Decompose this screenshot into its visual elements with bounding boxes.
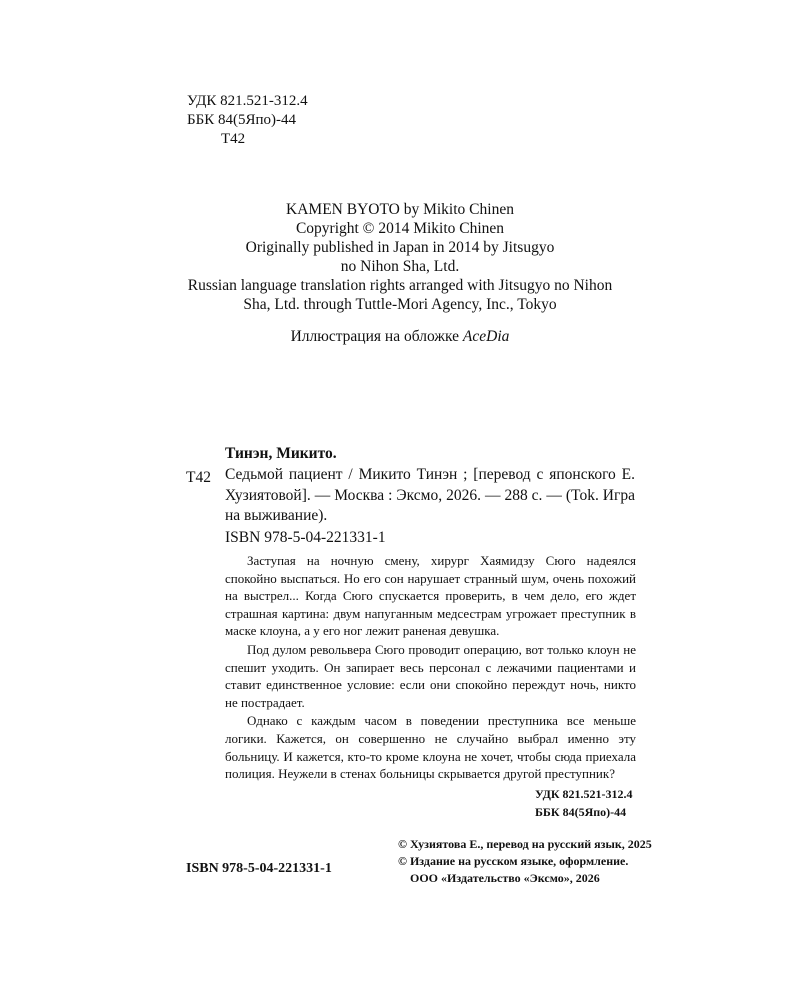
rights-line: no Nihon Sha, Ltd. <box>340 258 460 275</box>
copyright-line: © Хузиятова Е., перевод на русский язык, 2025 <box>398 837 652 851</box>
bbk-code: ББК 84(5Япо)-44 <box>187 112 296 128</box>
udk-code: УДК 821.521-312.4 <box>187 93 308 109</box>
rights-line: Originally published in Japan in 2014 by Jitsugyo <box>245 239 555 256</box>
annotation-paragraph: Под дулом револьвера Сюго проводит операцию, вот только клоун не спешит уходить. Он запирает весь персонал с лежачими пациентами и ставит единственное условие: если они спокойно переждут ночь, никто не пострадает. <box>225 641 636 710</box>
illustration-artist: AceDia <box>462 328 510 345</box>
copyright-block <box>398 836 652 887</box>
illustration-label: Иллюстрация на обложке <box>290 328 460 345</box>
copyright-line: ООО «Издательство «Эксмо», 2026 <box>410 871 600 885</box>
annotation <box>225 552 636 783</box>
copyright-line: © Издание на русском языке, оформление. <box>398 854 629 868</box>
catalog-description: Седьмой пациент / Микито Тинэн ; [перевод с японского Е. Хузиятовой]. — Москва : Эксмо, 2026. — 288 с. — (Tok. Игра на выживание). <box>225 466 635 524</box>
catalog-author: Тинэн, Микито. <box>225 445 337 462</box>
rights-line: Russian language translation rights arranged with Jitsugyo no Nihon <box>187 277 613 294</box>
rights-line: KAMEN BYOTO by Mikito Chinen <box>286 201 514 218</box>
bottom-udk: УДК 821.521-312.4 <box>535 787 633 801</box>
rights-line: Copyright © 2014 Mikito Chinen <box>295 220 505 237</box>
bottom-bbk: ББК 84(5Япо)-44 <box>535 805 627 819</box>
catalog-code: Т42 <box>186 469 211 486</box>
rights-line: Sha, Ltd. through Tuttle-Mori Agency, Inc., Tokyo <box>243 296 557 313</box>
author-mark: Т42 <box>221 131 246 147</box>
illustration-credit <box>150 328 650 346</box>
bottom-classification <box>535 785 633 821</box>
annotation-paragraph: Однако с каждым часом в поведении преступника все меньше логики. Кажется, он совершенно не случайно выбрал именно эту больницу. И кажется, кто-то кроме клоуна не хочет, чтобы сюда приехала полиция. Неужели в стенах больницы скрывается другой преступник? <box>225 713 636 782</box>
footer-isbn: ISBN 978-5-04-221331-1 <box>186 861 332 876</box>
classification-block <box>187 92 308 149</box>
rights-block <box>150 200 650 314</box>
annotation-paragraph: Заступая на ночную смену, хирург Хаямидзу Сюго надеялся спокойно выспаться. Но его сон нарушает странный шум, очень похожий на выстрел... Когда Сюго спускается проверить, в чем дело, его ждет страшная картина: двум напуганным медсестрам угрожает преступник в маске клоуна, а у его ног лежит раненая девушка. <box>225 553 636 639</box>
catalog-isbn: ISBN 978-5-04-221331-1 <box>225 529 386 546</box>
